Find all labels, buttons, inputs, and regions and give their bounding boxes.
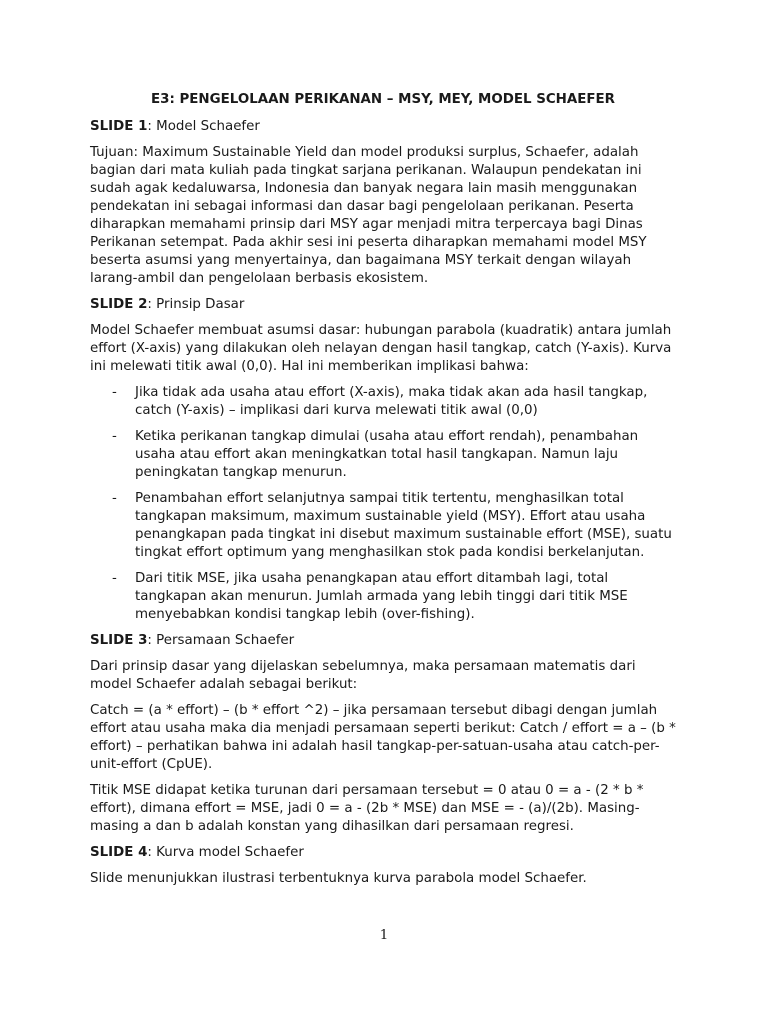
bullet-item (90, 428, 676, 482)
bullet-dash: - (112, 429, 117, 444)
slide-4-number: SLIDE 4 (90, 845, 148, 860)
bullet-text: Penambahan effort selanjutnya sampai titik tertentu, menghasilkan total tangkapan maksimum, maximum sustainable yield (MSY). Effort atau usaha penangkapan pada tingkat ini disebut maximum sustainable effort (MSE), suatu tingkat effort optimum yang menghasilkan stok pada kondisi berkelanjutan. (135, 491, 672, 560)
slide-4-paragraph: Slide menunjukkan ilustrasi terbentuknya kurva parabola model Schaefer. (90, 871, 587, 886)
slide-3-paragraph-equation: Catch = (a * effort) – (b * effort ^2) – jika persamaan tersebut dibagi dengan jumlah effort atau usaha maka dia menjadi persamaan seperti berikut: Catch / effort = a – (b * effort) – perhatikan bahwa ini adalah hasil tangkap-per-satuan-usaha atau catch-per-unit-effort (CpUE). (90, 703, 676, 772)
slide-2-title: : Prinsip Dasar (147, 297, 245, 312)
slide-1-heading (90, 118, 676, 136)
document-page (90, 90, 676, 896)
slide-1-title: : Model Schaefer (147, 119, 260, 134)
document-title: E3: PENGELOLAAN PERIKANAN – MSY, MEY, MODEL SCHAEFER (150, 92, 615, 107)
bullet-dash: - (112, 571, 117, 586)
slide-3-heading (90, 632, 676, 650)
bullet-item (90, 384, 676, 420)
slide-4-title: : Kurva model Schaefer (147, 845, 304, 860)
slide-2-number: SLIDE 2 (90, 297, 148, 312)
slide-2-heading (90, 296, 676, 314)
bullet-text: Jika tidak ada usaha atau effort (X-axis), maka tidak akan ada hasil tangkap, catch (Y-axis) – implikasi dari kurva melewati titik awal (0,0) (135, 385, 648, 418)
slide-4-heading (90, 844, 676, 862)
slide-3-number: SLIDE 3 (90, 633, 148, 648)
bullet-dash: - (112, 491, 117, 506)
slide-3-title: : Persamaan Schaefer (147, 633, 295, 648)
bullet-text: Ketika perikanan tangkap dimulai (usaha atau effort rendah), penambahan usaha atau effort akan meningkatkan total hasil tangkapan. Namun laju peningkatan tangkap menurun. (135, 429, 639, 480)
slide-1-number: SLIDE 1 (90, 119, 148, 134)
bullet-dash: - (112, 385, 117, 400)
slide-2-bullet-list (90, 384, 676, 624)
bullet-text: Dari titik MSE, jika usaha penangkapan atau effort ditambah lagi, total tangkapan akan menurun. Jumlah armada yang lebih tinggi dari titik MSE menyebabkan kondisi tangkap lebih (over-fishing). (135, 571, 628, 622)
slide-2-paragraph: Model Schaefer membuat asumsi dasar: hubungan parabola (kuadratik) antara jumlah effort (X-axis) yang dilakukan oleh nelayan dengan hasil tangkap, catch (Y-axis). Kurva ini melewati titik awal (0,0). Hal ini memberikan implikasi bahwa: (90, 323, 672, 374)
slide-3-paragraph-intro: Dari prinsip dasar yang dijelaskan sebelumnya, maka persamaan matematis dari model Schaefer adalah sebagai berikut: (90, 659, 636, 692)
slide-1-paragraph: Tujuan: Maximum Sustainable Yield dan model produksi surplus, Schaefer, adalah bagian dari mata kuliah pada tingkat sarjana perikanan. Walaupun pendekatan ini sudah agak kedaluwarsa, Indonesia dan banyak negara lain masih menggunakan pendekatan ini sebagai informasi dan dasar bagi pengelolaan perikanan. Peserta diharapkan memahami prinsip dari MSY agar menjadi mitra terpercaya bagi Dinas Perikanan setempat. Pada akhir sesi ini peserta diharapkan memahami model MSY beserta asumsi yang menyertainya, dan bagaimana MSY terkait dengan wilayah larang-ambil dan pengelolaan berbasis ekosistem. (90, 145, 647, 286)
slide-3-paragraph-mse: Titik MSE didapat ketika turunan dari persamaan tersebut = 0 atau 0 = a - (2 * b * effort), dimana effort = MSE, jadi 0 = a - (2b * MSE) dan MSE = - (a)/(2b). Masing-masing a dan b adalah konstan yang dihasilkan dari persamaan regresi. (90, 783, 644, 834)
bullet-item (90, 490, 676, 562)
page-number: 1 (379, 928, 389, 943)
bullet-item (90, 570, 676, 624)
